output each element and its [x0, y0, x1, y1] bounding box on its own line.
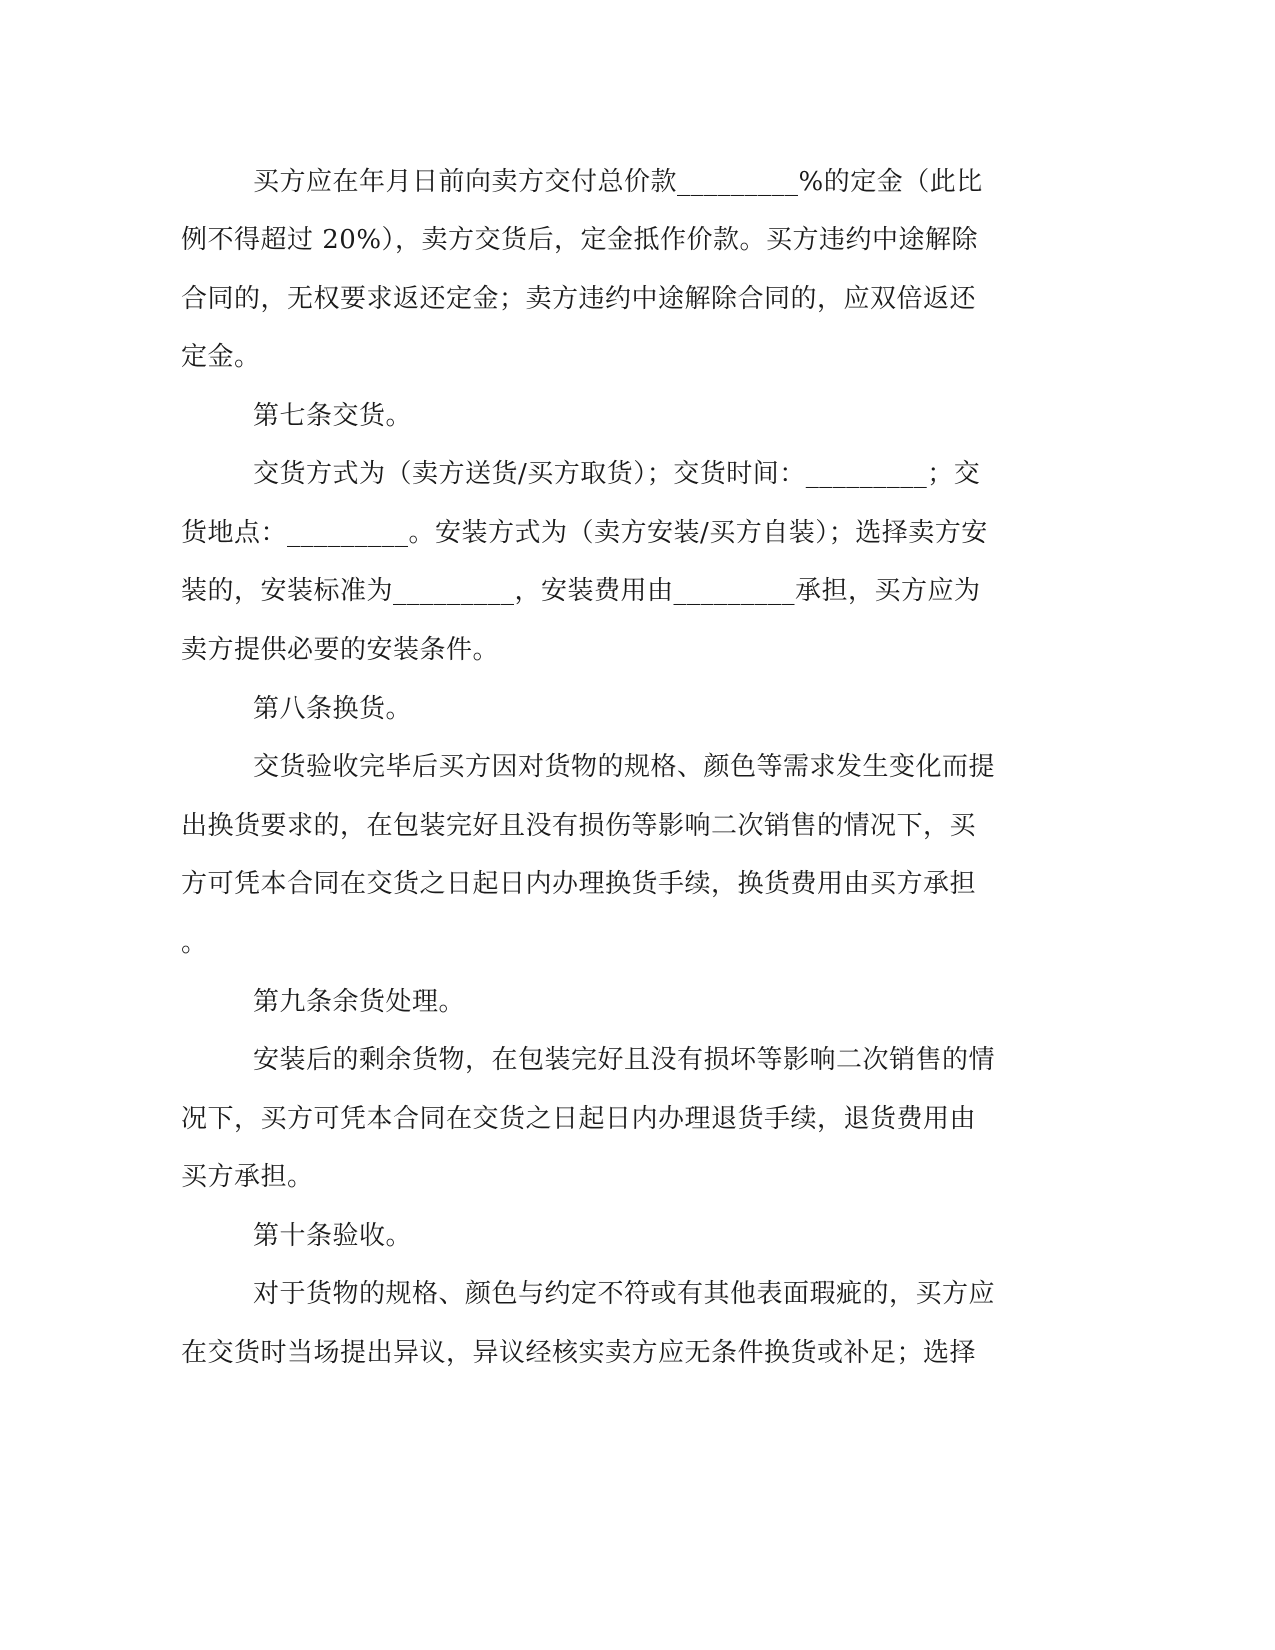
paragraph-delivery-line-4: 卖方提供必要的安装条件。 [181, 635, 500, 665]
paragraph-deposit-line-4: 定金。 [181, 342, 261, 372]
paragraph-inspection-line-2: 在交货时当场提出异议，异议经核实卖方应无条件换货或补足；选择 [181, 1338, 977, 1368]
paragraph-surplus-line-3: 买方承担。 [181, 1162, 314, 1192]
article-8-heading: 第八条换货。 [253, 694, 413, 724]
article-9-heading: 第九条余货处理。 [253, 987, 466, 1017]
paragraph-surplus-line-2: 况下，买方可凭本合同在交货之日起日内办理退货手续，退货费用由 [181, 1104, 977, 1134]
paragraph-deposit-line-2: 例不得超过 20%），卖方交货后，定金抵作价款。买方违约中途解除 [181, 225, 979, 255]
paragraph-surplus-line-1: 安装后的剩余货物，在包装完好且没有损坏等影响二次销售的情 [253, 1045, 996, 1075]
paragraph-exchange-line-1: 交货验收完毕后买方因对货物的规格、颜色等需求发生变化而提 [253, 752, 996, 782]
paragraph-delivery-line-1: 交货方式为（卖方送货/买方取货）；交货时间：_________；交 [253, 459, 981, 489]
paragraph-exchange-line-3: 方可凭本合同在交货之日起日内办理换货手续，换货费用由买方承担 [181, 869, 977, 899]
article-10-heading: 第十条验收。 [253, 1221, 413, 1251]
paragraph-inspection-line-1: 对于货物的规格、颜色与约定不符或有其他表面瑕疵的，买方应 [253, 1279, 996, 1309]
article-7-heading: 第七条交货。 [253, 401, 413, 431]
paragraph-deposit-line-3: 合同的，无权要求返还定金；卖方违约中途解除合同的，应双倍返还 [181, 284, 977, 314]
paragraph-delivery-line-2: 货地点：_________。安装方式为（卖方安装/买方自装）；选择卖方安 [181, 518, 988, 548]
paragraph-deposit-line-1: 买方应在年月日前向卖方交付总价款_________%的定金（此比 [253, 167, 983, 197]
paragraph-exchange-line-2: 出换货要求的，在包装完好且没有损伤等影响二次销售的情况下，买 [181, 811, 977, 841]
paragraph-delivery-line-3: 装的，安装标准为_________，安装费用由_________承担，买方应为 [181, 576, 981, 606]
paragraph-exchange-line-4: 。 [181, 928, 208, 958]
